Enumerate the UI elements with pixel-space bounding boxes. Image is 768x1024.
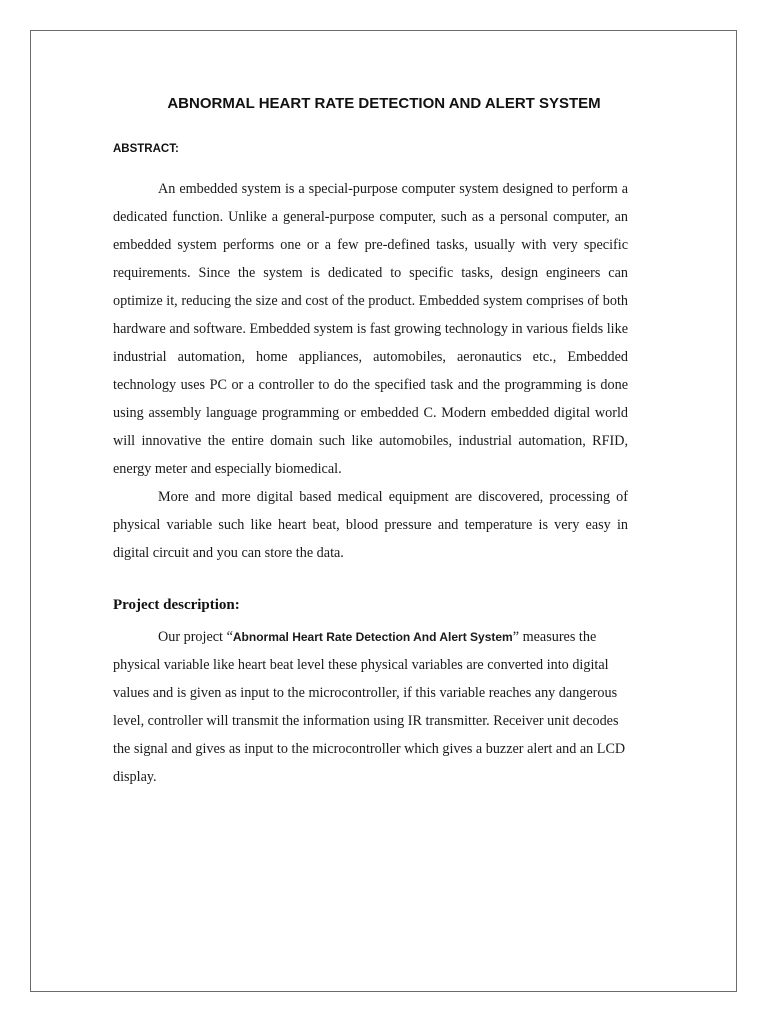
- abstract-heading: ABSTRACT:: [113, 143, 179, 155]
- document-title: ABNORMAL HEART RATE DETECTION AND ALERT SYSTEM: [167, 95, 601, 112]
- project-rest-text: measures the physical variable like heart beat level these physical variables are converted into digital values and is given as input to the microcontroller, if this variable reaches any dangerous level, controller will transmit the information using IR transmitter. Receiver unit decodes the signal and gives as input to the microcontroller which gives a buzzer alert and an LCD display.: [113, 629, 626, 785]
- open-quote: “: [226, 629, 233, 645]
- project-intro-text: Our project: [158, 629, 227, 645]
- abstract-body: [113, 175, 628, 567]
- abstract-paragraph-1: An embedded system is a special-purpose computer system designed to perform a dedicated function. Unlike a general-purpose computer, such as a personal computer, an embedded system performs one or a few pre-defined tasks, usually with very specific requirements. Since the system is dedicated to specific tasks, design engineers can optimize it, reducing the size and cost of the product. Embedded system comprises of both hardware and software. Embedded system is fast growing technology in various fields like industrial automation, home appliances, automobiles, aeronautics etc., Embedded technology uses PC or a controller to do the specified task and the programming is done using assembly language programming or embedded C. Modern embedded digital world will innovative the entire domain such like automobiles, industrial automation, RFID, energy meter and especially biomedical.: [113, 181, 628, 477]
- project-paragraph: [113, 623, 628, 791]
- project-description-heading: Project description:: [113, 597, 240, 613]
- abstract-paragraph-2: More and more digital based medical equipment are discovered, processing of physical variable such like heart beat, blood pressure and temperature is very easy in digital circuit and you can store the data.: [113, 489, 628, 561]
- project-description-body: [113, 623, 628, 791]
- close-quote: ”: [512, 629, 520, 645]
- project-name: Abnormal Heart Rate Detection And Alert System: [232, 630, 513, 644]
